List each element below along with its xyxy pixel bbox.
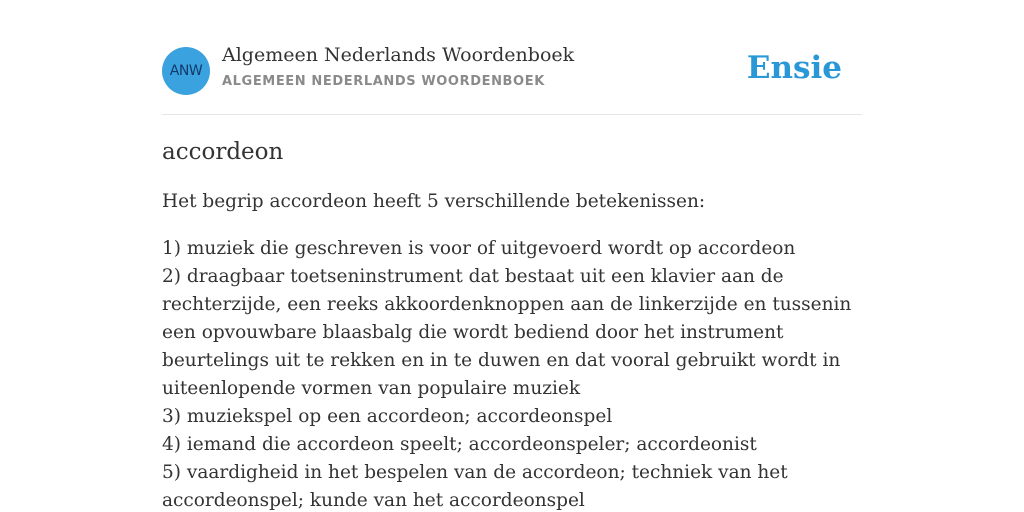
logo-text: ANW (169, 63, 203, 79)
header (162, 0, 862, 115)
meaning-item: 2) draagbaar toetseninstrument dat bestaat uit een klavier aan de rechterzijde, een reeks akkoordenknoppen aan de linkerzijde en tussenin een opvouwbare blaasbalg die wordt bediend door het instrument beurtelings uit te rekken en in te duwen en dat vooral gebruikt wordt in uiteenlopende vormen van populaire muziek (162, 266, 852, 399)
meaning-item: 4) iemand die accordeon speelt; accordeonspeler; accordeonist (162, 434, 757, 455)
ensie-logo[interactable]: Ensie (746, 50, 842, 86)
anw-logo[interactable] (162, 47, 210, 95)
meaning-item: 1) muziek die geschreven is voor of uitgevoerd wordt op accordeon (162, 238, 796, 259)
meaning-item: 3) muziekspel op een accordeon; accordeonspel (162, 406, 613, 427)
meanings-list (162, 235, 862, 512)
entry-word: accordeon (162, 139, 284, 165)
meaning-item: 5) vaardigheid in het bespelen van de accordeon; techniek van het accordeonspel; kunde van het accordeonspel (162, 462, 788, 511)
entry-intro: Het begrip accordeon heeft 5 verschillende betekenissen: (162, 191, 706, 212)
dictionary-subtitle: ALGEMEEN NEDERLANDS WOORDENBOEK (222, 74, 545, 89)
dictionary-title[interactable]: Algemeen Nederlands Woordenboek (222, 44, 575, 66)
entry-content (162, 136, 862, 512)
